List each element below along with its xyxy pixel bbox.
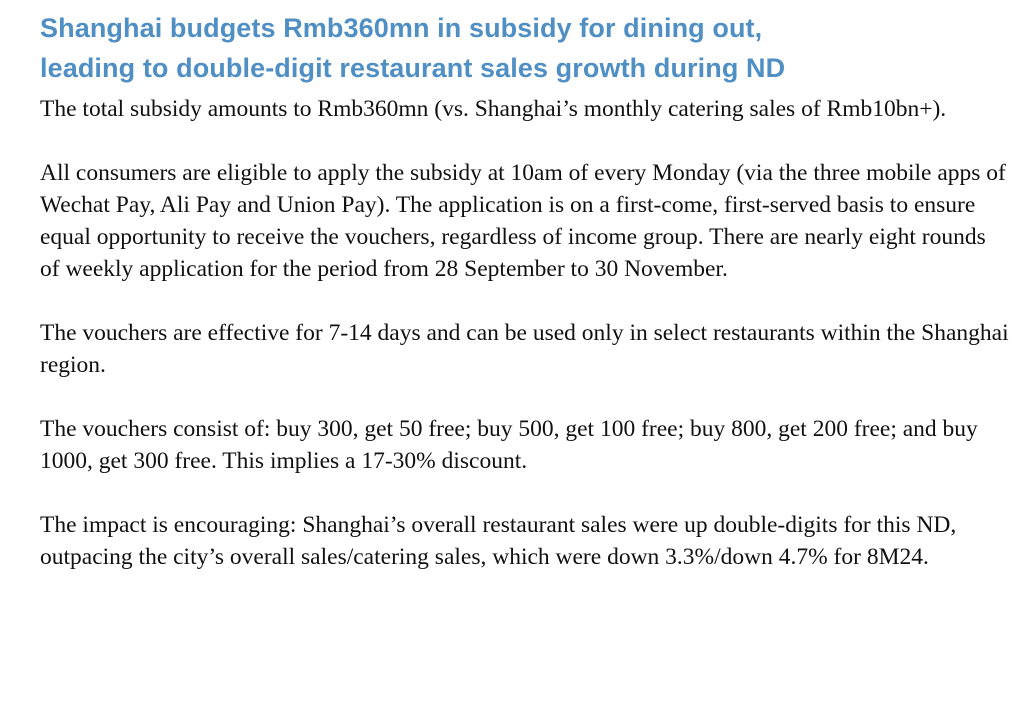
article (40, 8, 1010, 573)
paragraph-eligibility: All consumers are eligible to apply the subsidy at 10am of every Monday (via the three mobile apps of Wechat Pay, Ali Pay and Union Pay). The application is on a first-come, first-served basis to ensure equal opportunity to receive the vouchers, regardless of income group. There are nearly eight rounds of weekly application for the period from 28 September to 30 November. (40, 160, 1006, 282)
paragraph-impact: The impact is encouraging: Shanghai’s overall restaurant sales were up double-digits for this ND, outpacing the city’s overall sales/catering sales, which were down 3.3%/down 4.7% for 8M24. (40, 512, 957, 570)
headline (40, 8, 1010, 88)
headline-line-2: leading to double-digit restaurant sales growth during ND (40, 53, 786, 83)
headline-line-1: Shanghai budgets Rmb360mn in subsidy for dining out, (40, 13, 763, 43)
paragraph-subsidy-total: The total subsidy amounts to Rmb360mn (vs. Shanghai’s monthly catering sales of Rmb10bn+). (40, 96, 947, 122)
paragraph-voucher-tiers: The vouchers consist of: buy 300, get 50 free; buy 500, get 100 free; buy 800, get 200 free; and buy 1000, get 300 free. This implies a 17-30% discount. (40, 416, 978, 474)
paragraph-voucher-validity: The vouchers are effective for 7-14 days and can be used only in select restaurants within the Shanghai region. (40, 320, 1009, 378)
